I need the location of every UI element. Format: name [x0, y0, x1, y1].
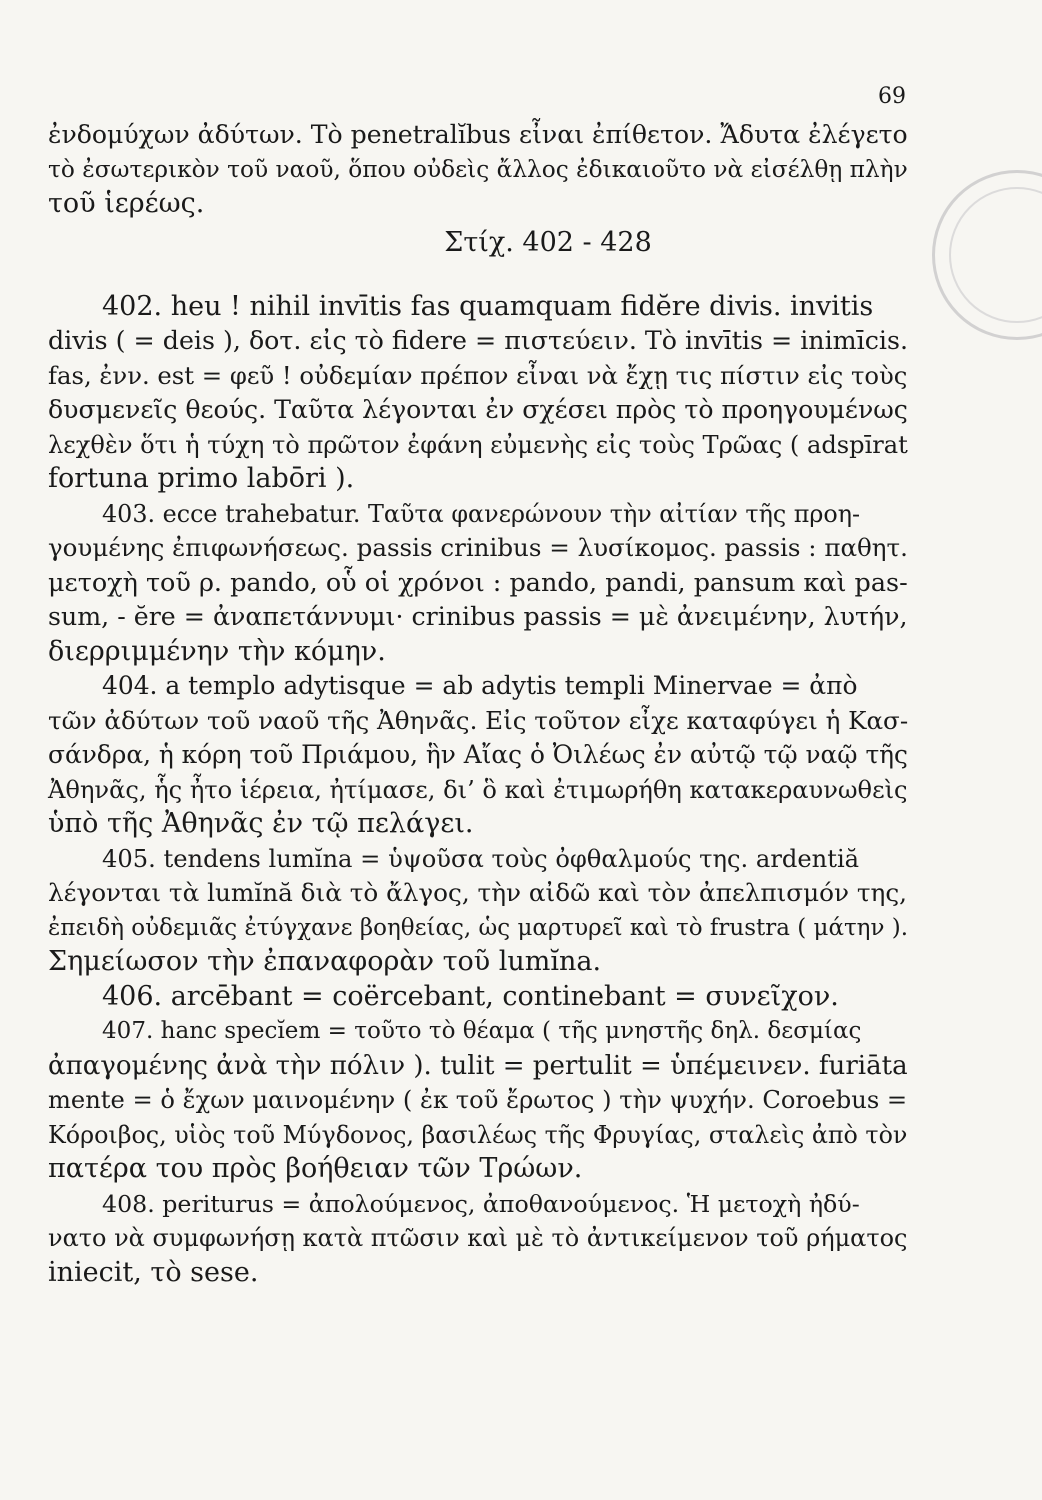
- text-line: τῶν ἀδύτων τοῦ ναοῦ τῆς Ἀθηνᾶς. Εἰς τοῦτον εἶχε καταφύγει ἡ Κασ-: [48, 705, 909, 735]
- text-line: 403. ecce trahebatur. Ταῦτα φανερώνουν τὴν αἰτίαν τῆς προη-: [102, 499, 861, 528]
- text-line: σάνδρα, ἡ κόρη τοῦ Πριάμου, ἣν Αἴας ὁ Ὀιλέως ἐν αὐτῷ τῷ ναῷ τῆς: [48, 740, 908, 769]
- text-line: δυσμενεῖς θεούς. Ταῦτα λέγονται ἐν σχέσει πρὸς τὸ προηγουμένως: [48, 395, 908, 424]
- text-line: ὑπὸ τῆς Ἀθηνᾶς ἐν τῷ πελάγει.: [48, 808, 474, 839]
- text-line: ἀπαγομένης ἀνὰ τὴν πόλιν ). tulit = pertulit = ὑπέμεινεν. furiāta: [48, 1050, 908, 1081]
- text-line: iniecit, τὸ sese.: [48, 1256, 259, 1288]
- text-line: ἐπειδὴ οὐδεμιᾶς ἐτύγχανε βοηθείας, ὡς μαρτυρεῖ καὶ τὸ frustra ( μάτην ).: [48, 914, 909, 941]
- text-line: τὸ ἐσωτερικὸν τοῦ ναοῦ, ὅπου οὐδεὶς ἄλλος ἐδικαιοῦτο νὰ εἰσέλθῃ πλὴν: [48, 155, 908, 183]
- text-line: sum, - ĕre = ἀναπετάννυμι· crinibus passis = μὲ ἀνειμένην, λυτήν,: [48, 602, 908, 631]
- text-line: Σημείωσον τὴν ἐπαναφορὰν τοῦ lumĭna.: [48, 946, 602, 977]
- text-line: νατο νὰ συμφωνήσῃ κατὰ πτῶσιν καὶ μὲ τὸ ἀντικείμενον τοῦ ρήματος: [48, 1224, 908, 1252]
- text-line: πατέρα του πρὸς βοήθειαν τῶν Τρώων.: [48, 1153, 583, 1184]
- library-stamp: [932, 170, 1042, 340]
- text-line: ἐνδομύχων ἀδύτων. Τὸ penetralĭbus εἶναι ἐπίθετον. Ἄδυτα ἐλέγετο: [48, 120, 908, 149]
- text-line: 408. periturus = ἀπολούμενος, ἀποθανούμενος. Ἡ μετοχὴ ἠδύ-: [102, 1189, 860, 1218]
- text-line: διερριμμένην τὴν κόμην.: [48, 635, 386, 667]
- text-line: Ἀθηνᾶς, ἧς ἦτο ἱέρεια, ἠτίμασε, δι’ ὃ καὶ ἐτιμωρήθη κατακεραυνωθεὶς: [48, 775, 908, 804]
- text-line: fas, ἐνν. est = φεῦ ! οὐδεμίαν πρέπον εἶναι νὰ ἔχῃ τις πίστιν εἰς τοὺς: [48, 360, 908, 390]
- page-number: 69: [878, 84, 906, 109]
- text-line: mente = ὁ ἔχων μαινομένην ( ἐκ τοῦ ἔρωτος ) τὴν ψυχήν. Coroebus =: [48, 1086, 908, 1114]
- text-line: 407. hanc specĭem = τοῦτο τὸ θέαμα ( τῆς μνηστῆς δηλ. δεσμίας: [102, 1018, 862, 1044]
- text-line: 405. tendens lumĭna = ὑψοῦσα τοὺς ὀφθαλμούς της. ardentiă: [102, 844, 860, 873]
- text-line: divis ( = deis ), δοτ. εἰς τὸ fidere = πιστεύειν. Τὸ invītis = inimīcis.: [48, 326, 908, 355]
- page-text: [48, 118, 908, 1290]
- text-line: Κόροιβος, υἱὸς τοῦ Μύγδονος, βασιλέως τῆς Φρυγίας, σταλεὶς ἀπὸ τὸν: [48, 1120, 908, 1149]
- text-line: 406. arcēbant = coërcebant, continebant = συνεῖχον.: [102, 980, 839, 1012]
- text-line: λέγονται τὰ lumĭnă διὰ τὸ ἄλγος, τὴν αἰδῶ καὶ τὸν ἀπελπισμόν της,: [48, 878, 908, 907]
- text-line: 404. a templo adytisque = ab adytis templi Minervae = ἀπὸ: [102, 671, 858, 700]
- text-line: 402. heu ! nihil invītis fas quamquam fidĕre divis. invitis: [102, 290, 874, 322]
- text-line: fortuna primo labōri ).: [48, 463, 355, 494]
- text-line: λεχθὲν ὅτι ἡ τύχη τὸ πρῶτον ἐφάνη εὐμενὴς εἰς τοὺς Τρῶας ( adspīrat: [48, 430, 908, 459]
- text-line: μετοχὴ τοῦ ρ. pando, οὗ οἱ χρόνοι : pando, pandi, pansum καὶ pas-: [48, 567, 908, 598]
- section-heading: Στίχ. 402 - 428: [444, 226, 652, 258]
- text-line: τοῦ ἱερέως.: [48, 188, 205, 219]
- text-line: γουμένης ἐπιφωνήσεως. passis crinibus = λυσίκομος. passis : παθητ.: [48, 533, 908, 562]
